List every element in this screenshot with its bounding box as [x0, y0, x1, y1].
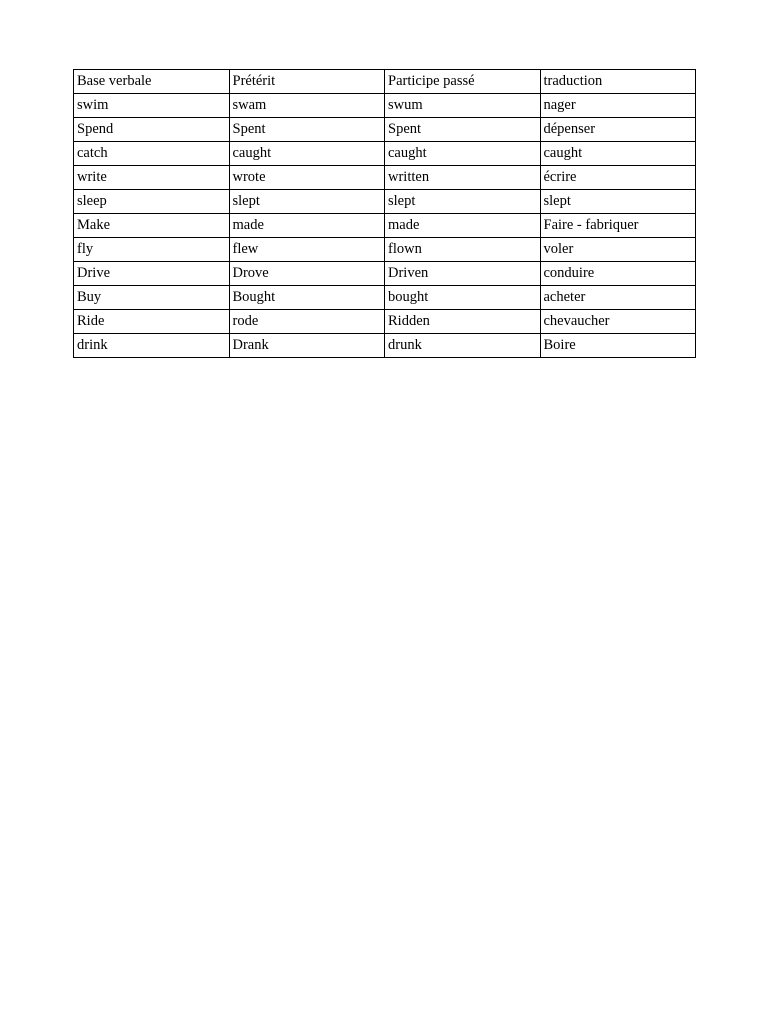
- table-cell: écrire: [540, 166, 696, 190]
- table-cell: bought: [385, 286, 541, 310]
- table-row: [74, 238, 696, 262]
- table-cell: Ride: [74, 310, 230, 334]
- table-cell: Ridden: [385, 310, 541, 334]
- table-cell: Drive: [74, 262, 230, 286]
- table-row: [74, 334, 696, 358]
- table-cell: slept: [385, 190, 541, 214]
- table-cell: chevaucher: [540, 310, 696, 334]
- table-cell: catch: [74, 142, 230, 166]
- table-cell: Boire: [540, 334, 696, 358]
- table-row: [74, 142, 696, 166]
- table-cell: rode: [229, 310, 385, 334]
- table-row: [74, 214, 696, 238]
- table-cell: drunk: [385, 334, 541, 358]
- table-cell: made: [385, 214, 541, 238]
- table-cell: Make: [74, 214, 230, 238]
- table-row: [74, 190, 696, 214]
- table-cell: write: [74, 166, 230, 190]
- table-row: [74, 118, 696, 142]
- table-cell: caught: [385, 142, 541, 166]
- table-cell: made: [229, 214, 385, 238]
- table-cell: swam: [229, 94, 385, 118]
- table-cell: Spend: [74, 118, 230, 142]
- table-cell: voler: [540, 238, 696, 262]
- table-cell: swim: [74, 94, 230, 118]
- table-cell: slept: [540, 190, 696, 214]
- table-cell: dépenser: [540, 118, 696, 142]
- header-cell-participe-passe: Participe passé: [385, 70, 541, 94]
- table-cell: flew: [229, 238, 385, 262]
- table-cell: conduire: [540, 262, 696, 286]
- table-cell: wrote: [229, 166, 385, 190]
- table-row: [74, 94, 696, 118]
- table-cell: acheter: [540, 286, 696, 310]
- table-cell: Spent: [229, 118, 385, 142]
- table-cell: swum: [385, 94, 541, 118]
- table-cell: Driven: [385, 262, 541, 286]
- table-cell: Drank: [229, 334, 385, 358]
- table-cell: Faire - fabriquer: [540, 214, 696, 238]
- header-cell-base-verbale: Base verbale: [74, 70, 230, 94]
- table-cell: Buy: [74, 286, 230, 310]
- table-cell: Bought: [229, 286, 385, 310]
- table-cell: slept: [229, 190, 385, 214]
- table-cell: caught: [540, 142, 696, 166]
- table-row: [74, 262, 696, 286]
- table-cell: drink: [74, 334, 230, 358]
- header-cell-preterit: Prétérit: [229, 70, 385, 94]
- table-header-row: [74, 70, 696, 94]
- table-cell: written: [385, 166, 541, 190]
- table-cell: flown: [385, 238, 541, 262]
- table-cell: caught: [229, 142, 385, 166]
- table-cell: sleep: [74, 190, 230, 214]
- table-row: [74, 310, 696, 334]
- table-row: [74, 166, 696, 190]
- table-cell: nager: [540, 94, 696, 118]
- table-cell: Spent: [385, 118, 541, 142]
- table-cell: Drove: [229, 262, 385, 286]
- table-row: [74, 286, 696, 310]
- verb-table: [73, 69, 696, 358]
- table-cell: fly: [74, 238, 230, 262]
- header-cell-traduction: traduction: [540, 70, 696, 94]
